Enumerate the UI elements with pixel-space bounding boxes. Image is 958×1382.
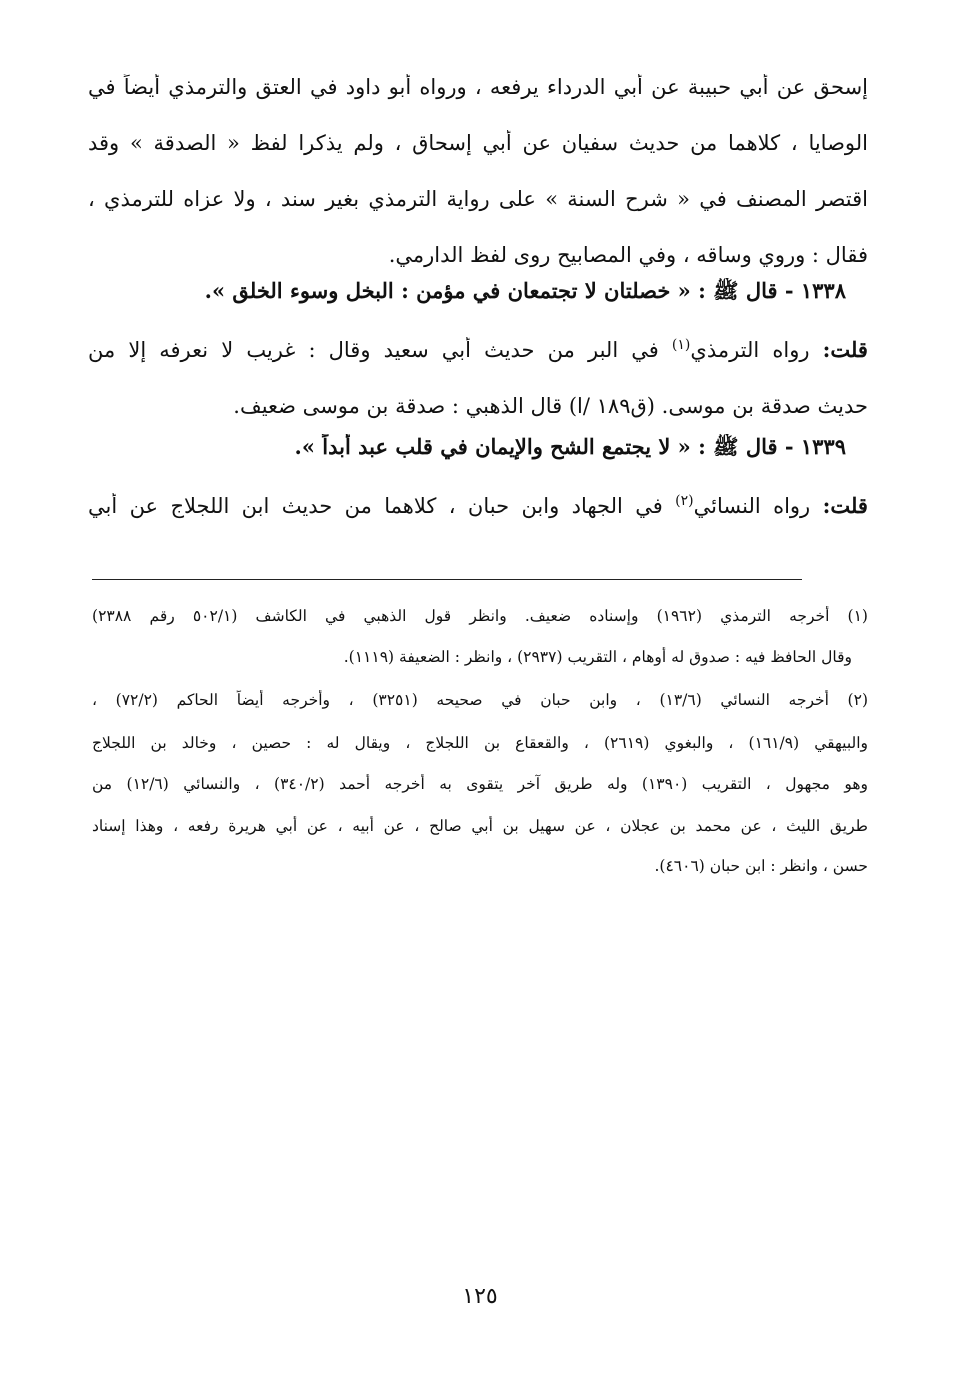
qult-label: قلت:	[822, 493, 868, 518]
commentary-text: في الجهاد وابن حبان ، كلاهما من حديث ابن اللجلاج عن أبي	[88, 494, 663, 518]
commentary-text: في البر من حديث أبي سعيد وقال : غريب لا نعرفه إلا من	[88, 338, 659, 362]
text-line: إسحق عن أبي حبيبة عن أبي الدرداء يرفعه ، ورواه أبو داود في العتق والترمذي أيضاً في	[88, 75, 868, 99]
commentary-1339-line	[88, 493, 868, 519]
footnote-ref: (٢)	[675, 493, 694, 509]
footnote-2-line: حسن ، وانظر : ابن حبان (٤٦٠٦).	[654, 857, 868, 875]
footnote-2-line: وهو مجهول ، التقريب (١٣٩٠) وله طريق آخر يتقوى به أخرجه أحمد (٣٤٠/٢) ، والنسائي (١٢/٦) من	[92, 775, 868, 793]
page-number: ١٢٥	[462, 1284, 498, 1309]
text-line: فقال : وروي وساقه ، وفي المصابيح روى لفظ الدارمي.	[388, 243, 868, 267]
qult-label: قلت:	[822, 337, 868, 362]
commentary-1338-line: حديث صدقة بن موسى. (ق١٨٩ /ا) قال الذهبي : صدقة بن موسى ضعيف.	[233, 394, 868, 418]
text-line: اقتصر المصنف في « شرح السنة » على رواية الترمذي بغير سند ، ولا عزاه للترمذي ،	[88, 187, 868, 211]
footnote-ref: (١)	[671, 337, 691, 353]
hadith-1339-heading: ١٣٣٩ - قال ﷺ : « لا يجتمع الشح والإيمان في قلب عبد أبداً ».	[294, 434, 846, 459]
footnote-1-line: وقال الحافظ فيه : صدوق له أوهام ، التقريب (٢٩٣٧) ، وانظر : الضعيفة (١١١٩).	[343, 648, 852, 666]
text-line: الوصايا ، كلاهما من حديث سفيان عن أبي إسحاق ، ولم يذكرا لفظ « الصدقة » وقد	[88, 131, 868, 155]
footnote-1-line: (١) أخرجه الترمذي (١٩٦٢) وإسناده ضعيف. وانظر قول الذهبي في الكاشف (٥٠٢/١ رقم ٢٣٨٨)	[92, 607, 868, 625]
footnote-2-line: طريق الليث ، عن محمد بن عجلان ، عن سهيل بن أبي صالح ، عن أبيه ، عن أبي هريرة رفعه ، وهذا إسناد	[92, 817, 868, 835]
commentary-1338-line	[88, 337, 868, 363]
footnote-separator	[92, 579, 802, 580]
footnote-2-line: (٢) أخرجه النسائي (١٣/٦) ، وابن حبان في صحيحه (٣٢٥١) ، وأخرجه أيضاً الحاكم (٧٢/٢) ،	[92, 691, 868, 709]
commentary-text: رواه الترمذي	[690, 338, 810, 362]
hadith-1338-heading: ١٣٣٨ - قال ﷺ : « خصلتان لا تجتمعان في مؤمن : البخل وسوء الخلق ».	[204, 278, 846, 303]
footnote-2-line: والبيهقي (١٦١/٩) ، والبغوي (٢٦١٩) ، والقعقاع بن اللجلاج ، ويقال له : حصين ، وخالد بن اللجلاج	[92, 734, 868, 752]
commentary-text: رواه النسائي	[693, 494, 811, 518]
